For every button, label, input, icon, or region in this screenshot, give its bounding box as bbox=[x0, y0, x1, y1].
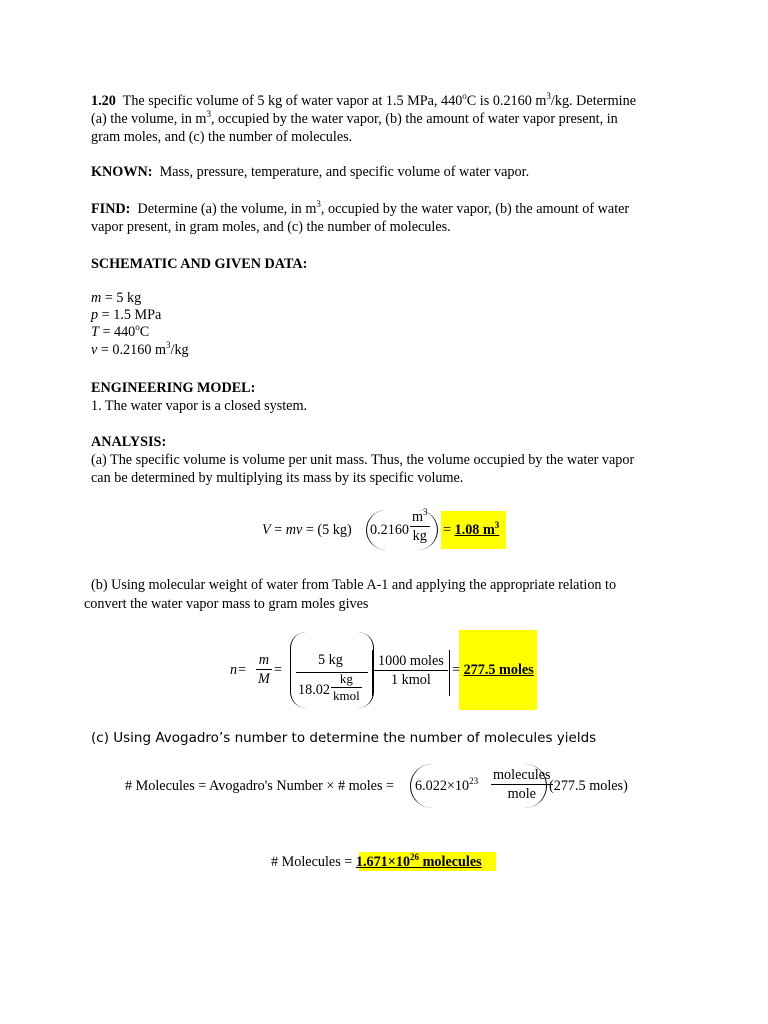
find-label: FIND: bbox=[91, 201, 131, 217]
analysis-b-line-1: (b) Using molecular weight of water from Table A-1 and applying the appropriate relation to bbox=[91, 577, 617, 593]
find-text: Determine (a) the volume, in m bbox=[137, 201, 317, 217]
mass-value: = 5 kg bbox=[101, 290, 142, 306]
final-result: $1.671\times 10^{26}$ molecules bbox=[355, 852, 482, 870]
equals-sign: = bbox=[238, 662, 247, 678]
eq3-lhs: # Molecules = Avogadro's Number × # moles = bbox=[125, 778, 395, 794]
known-line bbox=[91, 164, 529, 181]
cube-sup: 3 bbox=[316, 199, 321, 209]
find-line-2: vapor present, in gram moles, and (c) the number of molecules. bbox=[91, 219, 451, 235]
cube-sup: 3 bbox=[206, 109, 211, 119]
eq2-n: n bbox=[230, 662, 238, 678]
problem-line-2 bbox=[91, 111, 618, 128]
schematic-heading: SCHEMATIC AND GIVEN DATA: bbox=[91, 256, 308, 272]
analysis-c-line: (c) Using Avogadro’s number to determine the number of molecules yields bbox=[91, 730, 597, 746]
eq2-kmol: kmol bbox=[333, 688, 360, 703]
eq1-result: 1.08 $m^3$ bbox=[454, 520, 500, 538]
eq2-conversion bbox=[374, 652, 448, 689]
eq3-numerator: molecules bbox=[493, 767, 551, 783]
degree-sup: o bbox=[135, 322, 140, 332]
final-result-line bbox=[271, 854, 482, 871]
eq2-kg: kg bbox=[331, 671, 362, 688]
eq1-fraction bbox=[410, 508, 430, 545]
analysis-a-line-2: can be determined by multiplying its mass by its specific volume. bbox=[91, 470, 464, 486]
problem-line-1 bbox=[91, 93, 636, 110]
find-line-1 bbox=[91, 201, 629, 218]
specific-volume-symbol: v bbox=[91, 342, 98, 358]
cube-sup: 3 bbox=[546, 91, 551, 101]
eq1-result-line bbox=[443, 522, 499, 539]
analysis-heading: ANALYSIS: bbox=[91, 434, 167, 450]
eq1-fraction-denominator: kg bbox=[412, 528, 427, 544]
given-temperature bbox=[91, 324, 149, 341]
given-mass bbox=[91, 290, 141, 307]
eq2-M: M bbox=[258, 671, 270, 687]
eq2-conv-denominator: 1 kmol bbox=[391, 672, 431, 688]
eq3-fraction bbox=[491, 766, 553, 803]
eq3-coefficient: $6.022\times 10^{23}$ bbox=[415, 776, 479, 794]
equals-sign: = bbox=[274, 662, 283, 678]
final-lhs: # Molecules = bbox=[271, 854, 356, 870]
problem-text: /kg. Determine bbox=[550, 93, 637, 109]
equals-sign: = bbox=[452, 662, 464, 678]
model-item-1: 1. The water vapor is a closed system. bbox=[91, 398, 308, 414]
temperature-symbol: T bbox=[91, 324, 99, 340]
pressure-symbol: p bbox=[91, 307, 99, 323]
eq2-result-line bbox=[452, 662, 534, 679]
specific-volume-value: = 0.2160 m bbox=[97, 342, 167, 358]
eq1-fraction-numerator: m bbox=[412, 509, 424, 525]
specific-volume-unit: /kg bbox=[170, 342, 189, 358]
given-pressure bbox=[91, 307, 161, 324]
eq2-m: m bbox=[256, 651, 272, 670]
cube-sup: 3 bbox=[423, 507, 428, 517]
problem-line-3: gram moles, and (c) the number of molecules. bbox=[91, 129, 353, 145]
equals-sign: = bbox=[443, 522, 455, 538]
mass-symbol: m bbox=[91, 290, 102, 306]
problem-text: , occupied by the water vapor, (b) the amount of water vapor present, in bbox=[210, 111, 618, 127]
find-text: , occupied by the water vapor, (b) the amount of water bbox=[320, 201, 630, 217]
eq3-moles: (277.5 moles) bbox=[549, 778, 628, 794]
model-heading: ENGINEERING MODEL: bbox=[91, 380, 256, 396]
pressure-value: = 1.5 MPa bbox=[98, 307, 162, 323]
eq1-lhs: V = mv = (5 kg) bbox=[262, 522, 352, 538]
eq2-conv-numerator: 1000 moles bbox=[374, 652, 448, 671]
cube-sup: 3 bbox=[166, 340, 171, 350]
eq1-coefficient: 0.2160 bbox=[370, 522, 410, 538]
eq2-kg-per-kmol bbox=[331, 671, 362, 704]
temperature-value: = 440 bbox=[98, 324, 136, 340]
given-specific-volume bbox=[91, 342, 189, 359]
degree-sup: o bbox=[462, 91, 467, 101]
known-label: KNOWN: bbox=[91, 164, 153, 180]
eq2-numerator: 5 kg bbox=[318, 652, 343, 668]
eq2-m-over-M bbox=[256, 651, 272, 688]
problem-text: (a) the volume, in m bbox=[91, 111, 207, 127]
eq3-denominator: mole bbox=[507, 786, 536, 802]
problem-text: C is 0.2160 m bbox=[466, 93, 547, 109]
eq2-den-coefficient: 18.02 bbox=[298, 682, 330, 698]
eq2-result: 277.5 moles bbox=[463, 662, 534, 678]
known-text: Mass, pressure, temperature, and specific volume of water vapor. bbox=[159, 164, 530, 180]
analysis-a-line-1: (a) The specific volume is volume per unit mass. Thus, the volume occupied by the water vapor bbox=[91, 452, 635, 468]
problem-text: The specific volume of 5 kg of water vapor at 1.5 MPa, 440 bbox=[122, 93, 463, 109]
temperature-unit: C bbox=[139, 324, 150, 340]
analysis-b-line-2: convert the water vapor mass to gram moles gives bbox=[84, 596, 369, 612]
problem-number: 1.20 bbox=[91, 93, 116, 109]
